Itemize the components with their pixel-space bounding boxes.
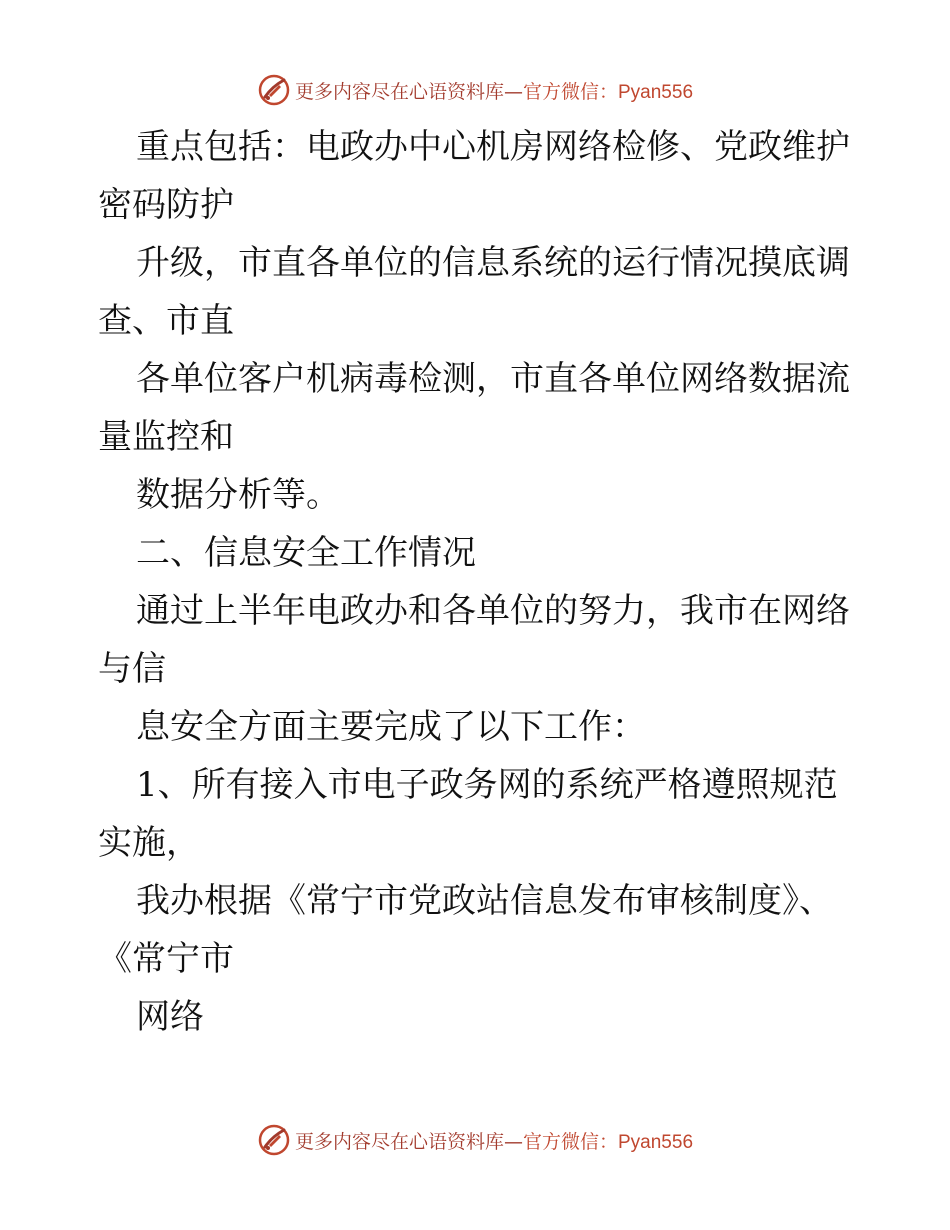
paragraph-line: 查、市直	[98, 301, 234, 341]
paragraph-line: 密码防护	[98, 185, 234, 225]
watermark-wechat: 官方微信：Pyan556	[523, 81, 694, 103]
section-heading: 二、信息安全工作情况	[136, 533, 476, 573]
paragraph-line: 各单位客户机病毒检测，市直各单位网络数据流	[136, 359, 850, 399]
list-item: 1、所有接入市电子政务网的系统严格遵照规范	[136, 765, 838, 805]
paragraph-line: 《常宁市	[98, 939, 234, 979]
watermark-text: 更多内容尽在心语资料库—	[294, 1130, 523, 1153]
paragraph-line: 数据分析等。	[136, 475, 340, 515]
paragraph-line: 量监控和	[98, 417, 234, 457]
paragraph-line: 升级，市直各单位的信息系统的运行情况摸底调	[136, 243, 850, 283]
watermark-text: 更多内容尽在心语资料库—	[294, 80, 523, 103]
watermark-wechat: 官方微信：Pyan556	[523, 1131, 694, 1153]
paragraph-line: 通过上半年电政办和各单位的努力，我市在网络	[136, 591, 850, 631]
footer-watermark	[0, 1120, 950, 1160]
pen-logo-icon	[257, 1123, 291, 1157]
paragraph-line: 与信	[98, 649, 166, 689]
paragraph-line: 实施，	[98, 823, 200, 863]
paragraph-line: 我办根据《常宁市党政站信息发布审核制度》、	[136, 881, 833, 921]
document-body	[98, 118, 858, 1046]
paragraph-line: 重点包括：电政办中心机房网络检修、党政维护	[136, 127, 850, 167]
pen-logo-icon	[257, 73, 291, 107]
paragraph-line: 网络	[136, 997, 204, 1037]
header-watermark	[0, 70, 950, 110]
paragraph-line: 息安全方面主要完成了以下工作：	[136, 707, 646, 747]
